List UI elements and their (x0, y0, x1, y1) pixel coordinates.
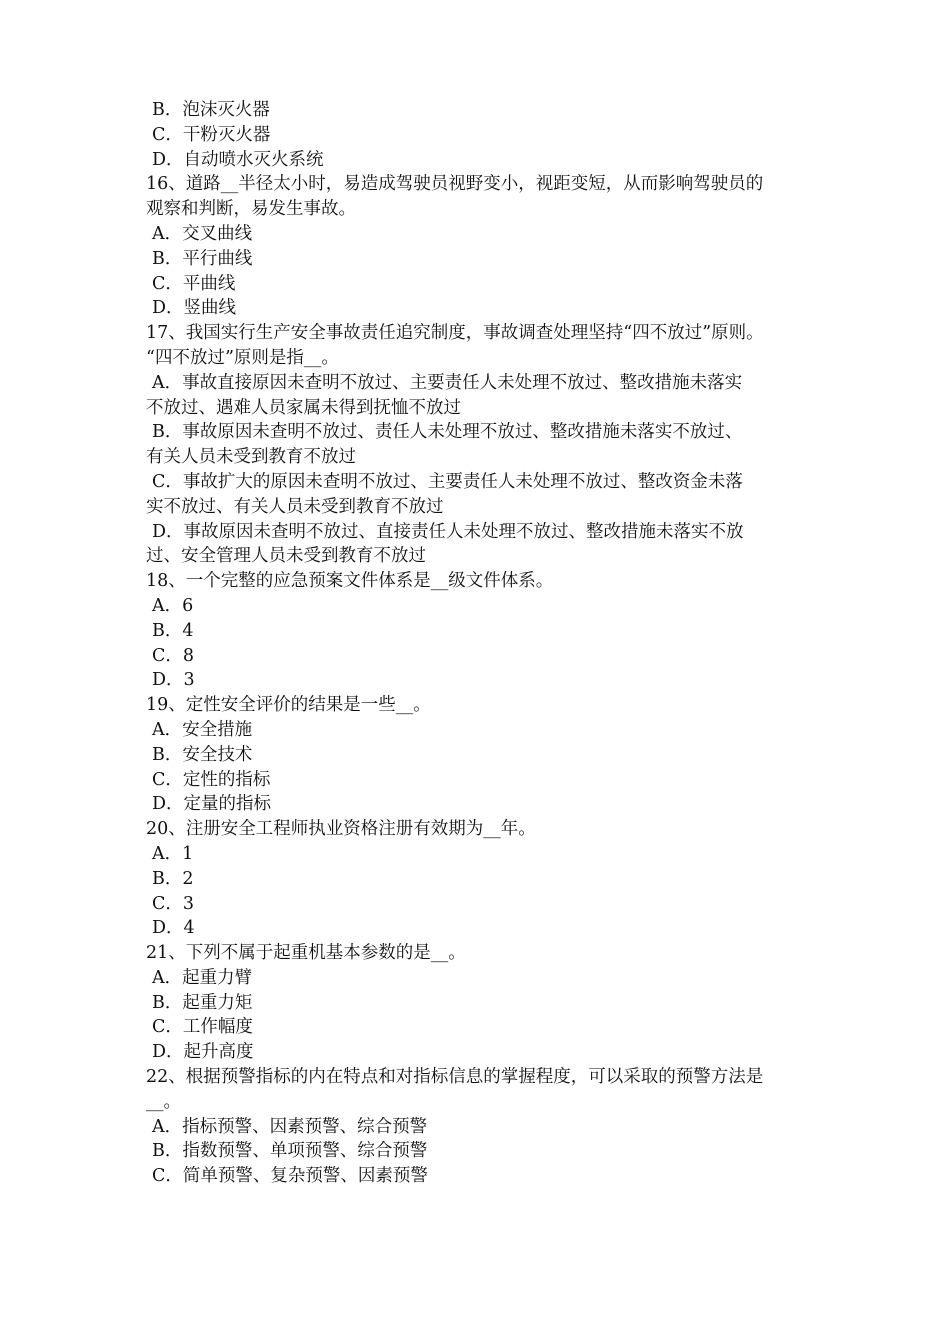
text-continuation: __。 (146, 1091, 181, 1112)
answer-option: B．事故原因未查明不放过、责任人未处理不放过、整改措施未落实不放过、 (152, 422, 743, 443)
answer-option: C．定性的指标 (152, 769, 271, 790)
answer-option: B．4 (152, 620, 194, 641)
answer-option: D．起升高度 (152, 1042, 254, 1063)
answer-option: C．平曲线 (152, 273, 236, 294)
answer-option: D．定量的指标 (152, 794, 272, 815)
answer-option: B．起重力矩 (152, 992, 253, 1013)
answer-option: C．8 (152, 645, 195, 666)
question-stem: 16、道路__半径太小时，易造成驾驶员视野变小，视距变短，从而影响驾驶员的 (146, 174, 764, 195)
answer-option: A．交叉曲线 (152, 223, 253, 244)
answer-option: C．简单预警、复杂预警、因素预警 (152, 1166, 428, 1187)
question-stem: 22、根据预警指标的内在特点和对指标信息的掌握程度，可以采取的预警方法是 (146, 1067, 764, 1088)
answer-option: A．事故直接原因未查明不放过、主要责任人未处理不放过、整改措施未落实 (152, 372, 743, 393)
question-stem: 21、下列不属于起重机基本参数的是__。 (146, 943, 466, 964)
answer-option: C．干粉灭火器 (152, 124, 271, 145)
answer-option: B．安全技术 (152, 744, 253, 765)
question-stem: 18、一个完整的应急预案文件体系是__级文件体系。 (146, 571, 554, 592)
answer-option: B．泡沫灭火器 (152, 100, 270, 120)
answer-option: B．指数预警、单项预警、综合预警 (152, 1141, 428, 1162)
answer-option: A．起重力臂 (152, 967, 253, 988)
question-stem: 20、注册安全工程师执业资格注册有效期为__年。 (146, 819, 536, 840)
answer-option: D．3 (152, 670, 195, 691)
answer-option: D．4 (152, 918, 195, 939)
answer-option: A．安全措施 (152, 719, 253, 740)
answer-option: B．平行曲线 (152, 248, 253, 269)
answer-option: A．指标预警、因素预警、综合预警 (152, 1116, 428, 1137)
text-continuation: 实不放过、有关人员未受到教育不放过 (146, 496, 444, 517)
answer-option: D．事故原因未查明不放过、直接责任人未处理不放过、整改措施未落实不放 (152, 521, 744, 542)
exam-question-text (146, 98, 826, 1189)
text-continuation: 过、安全管理人员未受到教育不放过 (146, 546, 426, 567)
answer-option: C．工作幅度 (152, 1017, 253, 1038)
text-continuation: 不放过、遇难人员家属未得到抚恤不放过 (146, 397, 461, 418)
answer-option: A．6 (152, 595, 194, 616)
answer-option: B．2 (152, 868, 194, 889)
answer-option: A．1 (152, 843, 194, 864)
answer-option: C．3 (152, 893, 195, 914)
question-stem: 17、我国实行生产安全事故责任追究制度，事故调查处理坚持“四不放过”原则。 (146, 323, 764, 344)
answer-option: C．事故扩大的原因未查明不放过、主要责任人未处理不放过、整改资金未落 (152, 471, 743, 492)
text-continuation: “四不放过”原则是指__。 (146, 347, 339, 368)
text-continuation: 观察和判断，易发生事故。 (146, 199, 356, 220)
text-continuation: 有关人员未受到教育不放过 (146, 447, 356, 468)
answer-option: D．竖曲线 (152, 298, 237, 319)
question-stem: 19、定性安全评价的结果是一些__。 (146, 695, 431, 716)
answer-option: D．自动喷水灭火系统 (152, 149, 324, 170)
